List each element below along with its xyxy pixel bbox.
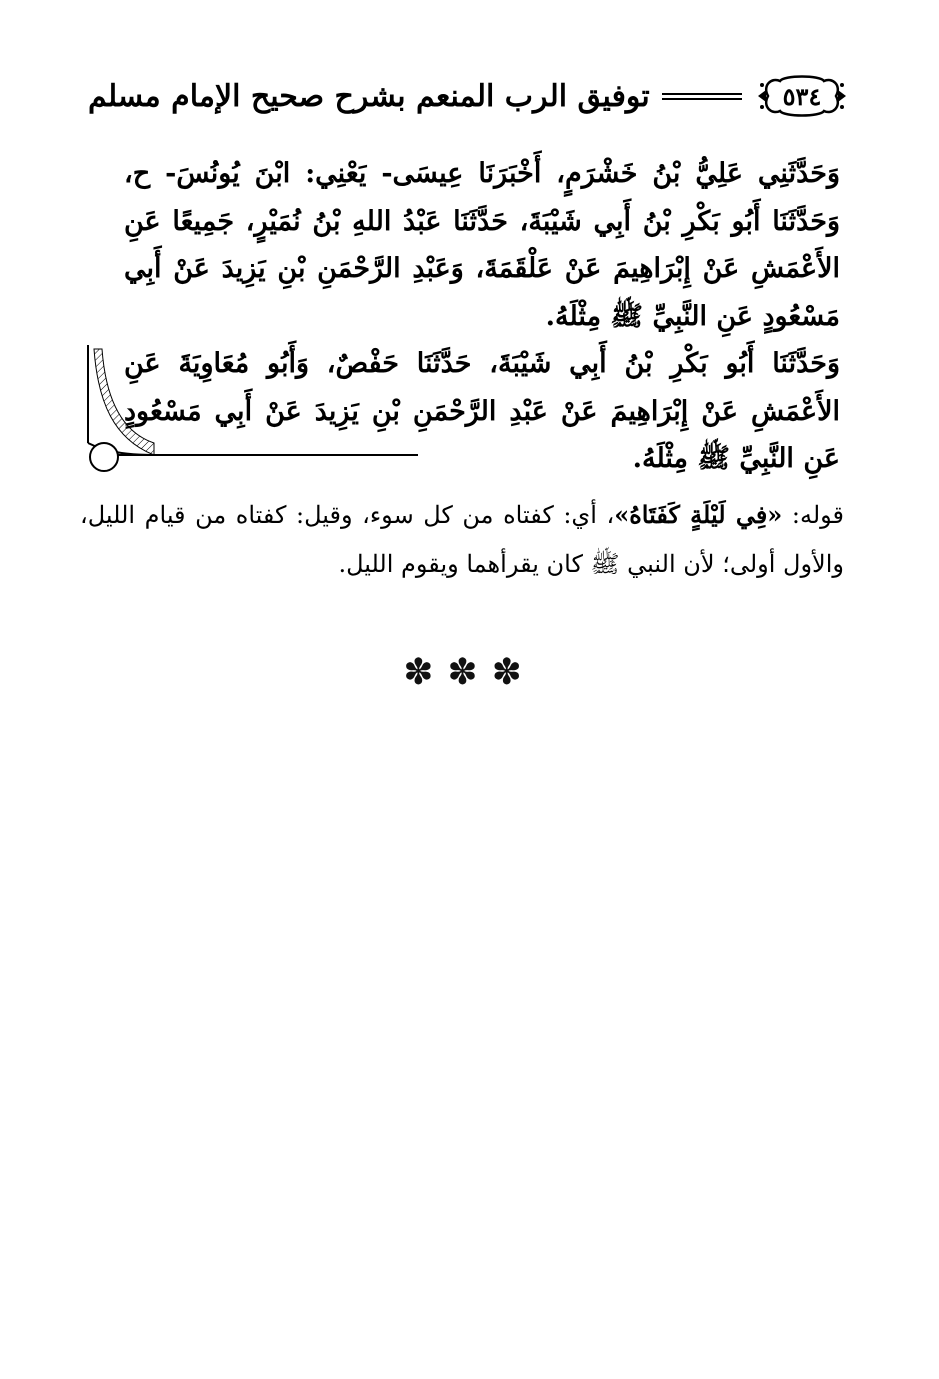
commentary-paragraph xyxy=(80,490,844,589)
page-number-badge xyxy=(754,71,850,121)
corner-ornament-icon xyxy=(84,343,424,473)
running-header xyxy=(80,66,850,126)
commentary-body: ، أي: كفتاه من كل سوء، وقيل: كفتاه من قيام الليل، والأول أولى؛ لأن النبي ﷺ كان يقرأهما ويقوم الليل. xyxy=(80,501,844,578)
commentary xyxy=(80,490,844,589)
hadith-paragraph: وَحَدَّثَنِي عَلِيُّ بْنُ خَشْرَمٍ، أَخْبَرَنَا عِيسَى- يَعْنِي: ابْنَ يُونُسَ- ح، وَحَدَّثَنَا أَبُو بَكْرِ بْنُ أَبِي شَيْبَةَ، حَدَّثَنَا عَبْدُ اللهِ بْنُ نُمَيْرٍ، جَمِيعًا عَنِ الأَعْمَشِ عَنْ إِبْرَاهِيمَ عَنْ عَلْقَمَةَ، وَعَبْدِ الرَّحْمَنِ بْنِ يَزِيدَ عَنْ أَبِي مَسْعُودٍ عَنِ النَّبِيِّ ﷺ مِثْلَهُ. xyxy=(124,158,840,332)
book-title: توفيق الرب المنعم بشرح صحيح الإمام مسلم xyxy=(88,78,650,114)
section-separator: ✽✽✽ xyxy=(403,652,536,693)
header-rule xyxy=(662,93,742,100)
commentary-quote: «فِي لَيْلَةٍ كَفَتَاهُ» xyxy=(614,500,783,529)
page-number: ٥٣٤ xyxy=(782,81,822,111)
commentary-lead: قوله: xyxy=(782,501,845,529)
hadith-paragraph: وَحَدَّثَنَا أَبُو بَكْرِ بْنُ أَبِي شَيْبَةَ، حَدَّثَنَا حَفْصٌ، وَأَبُو مُعَاوِيَةَ عَنِ الأَعْمَشِ عَنْ إِبْرَاهِيمَ عَنْ عَبْدِ الرَّحْمَنِ بْنِ يَزِيدَ عَنْ أَبِي مَسْعُودٍ عَنِ النَّبِيِّ ﷺ مِثْلَهُ. xyxy=(124,348,840,474)
